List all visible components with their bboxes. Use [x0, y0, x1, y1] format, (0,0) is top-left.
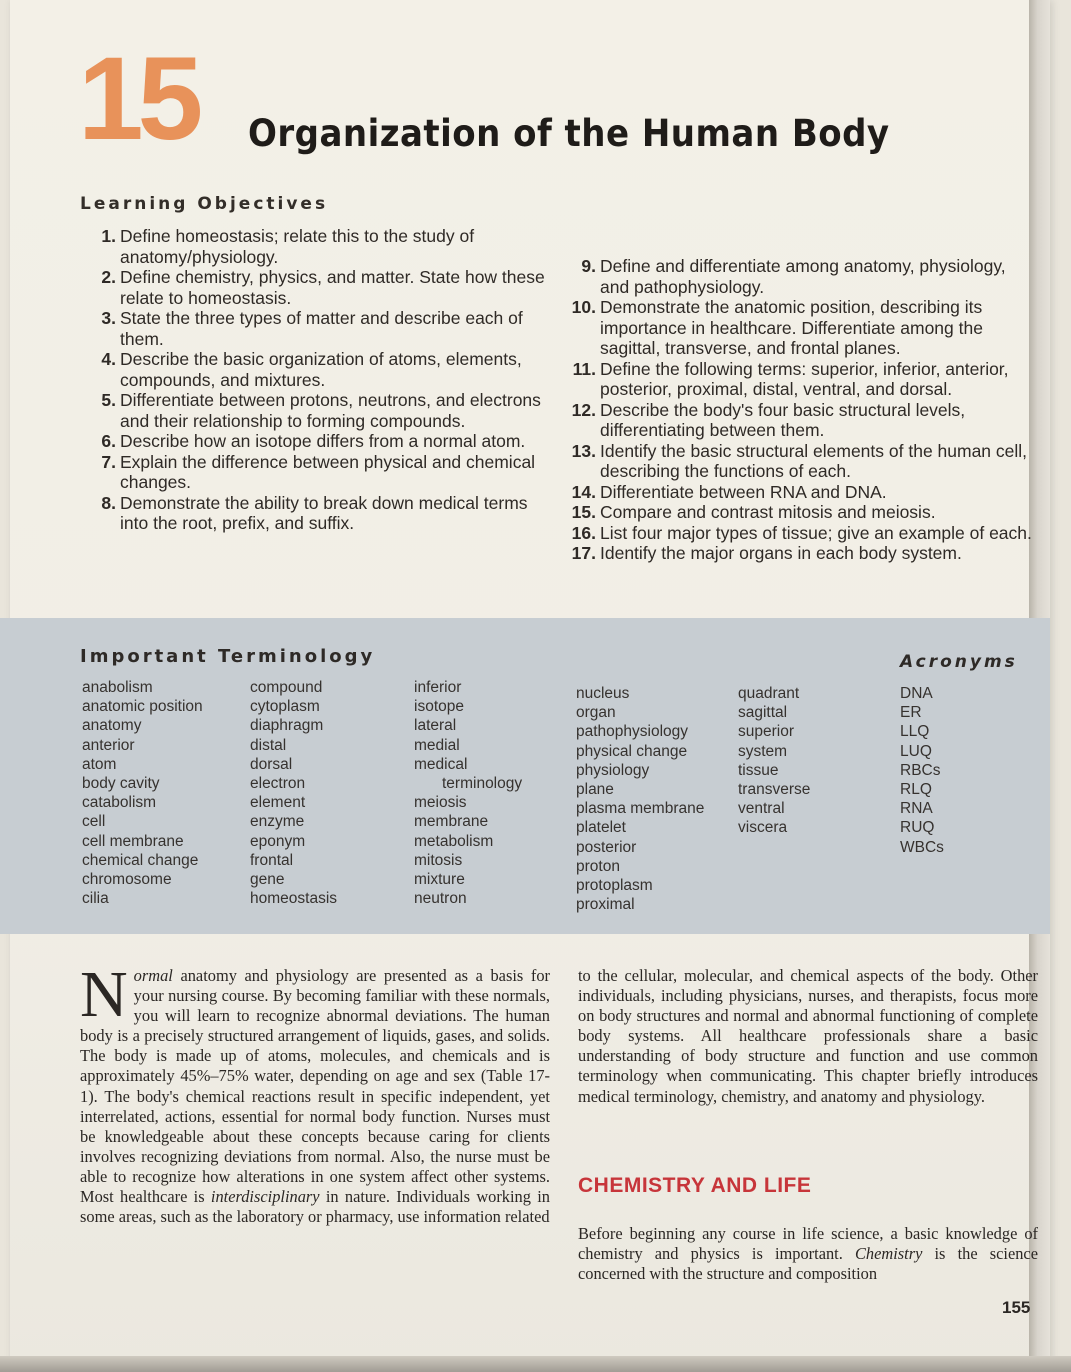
- objective-item: [566, 523, 1038, 544]
- objective-number: 2.: [101, 267, 116, 287]
- objective-text: Identify the major organs in each body system.: [600, 543, 962, 563]
- section-heading: CHEMISTRY AND LIFE: [578, 1174, 812, 1197]
- objective-text: Explain the difference between physical and chemical changes.: [120, 451, 536, 492]
- objective-number: 3.: [101, 308, 116, 328]
- term-item: anterior: [82, 736, 135, 754]
- objective-number: 8.: [101, 492, 116, 513]
- objective-number: 9.: [581, 256, 596, 276]
- objective-item: [566, 256, 1038, 297]
- acronym-item: DNA: [900, 685, 933, 702]
- objective-item: [86, 390, 556, 431]
- section-paragraph: [578, 1224, 1038, 1284]
- term-item: compound: [250, 679, 323, 696]
- term-item: protoplasm: [576, 877, 653, 895]
- drop-cap: N: [80, 958, 128, 1031]
- objective-item: [566, 502, 1038, 523]
- learning-objectives-left: [86, 226, 556, 534]
- term-item: neutron: [414, 890, 467, 908]
- acronym-item: RNA: [900, 800, 933, 818]
- term-item: quadrant: [738, 685, 800, 702]
- term-item: platelet: [576, 819, 626, 837]
- term-item: membrane: [414, 813, 489, 831]
- term-item: electron: [250, 775, 306, 793]
- intro-text: anatomy and physiology are presented as a basis for your nursing course. By becoming familiar with these normals, you will learn to recognize abnormal deviations. The human body is a precisely structured arrangement of liquids, gases, and solids. The body is made up of atoms, molecules, and chemicals and is approximately 45%–75% water, depending on age and sex (Table 17-1). The body's chemical reactions result in specific independent, yet interrelated, actions, essential for normal body function. Nurses must be knowledgeable about these concepts because caring for clients involves recognizing deviations from normal. Also, the nurse must be able to recognize how alterations in one system affect other systems. Most healthcare is: [80, 966, 550, 1207]
- objective-text: Describe how an isotope differs from a normal atom.: [120, 431, 526, 451]
- objective-number: 14.: [571, 481, 596, 502]
- term-item: isotope: [414, 698, 464, 716]
- term-item: chemical change: [82, 851, 199, 869]
- section-text-end: is the science concerned with the structure and composition: [578, 1244, 1038, 1284]
- objective-text: Differentiate between protons, neutrons, and electrons and their relationship to forming compounds.: [120, 390, 541, 431]
- term-item: anabolism: [82, 679, 153, 696]
- term-item: enzyme: [250, 813, 305, 831]
- acronyms-heading: Acronyms: [900, 652, 1018, 672]
- term-item: system: [738, 742, 788, 760]
- objective-text: Define and differentiate among anatomy, physiology, and pathophysiology.: [600, 256, 1006, 297]
- objective-number: 5.: [101, 390, 116, 410]
- term-item: cytoplasm: [250, 698, 320, 716]
- objective-text: Define chemistry, physics, and matter. State how these relate to homeostasis.: [120, 267, 545, 308]
- term-item: distal: [250, 736, 287, 754]
- term-item: viscera: [738, 819, 788, 837]
- objective-item: [86, 452, 556, 493]
- acronym-item: ER: [900, 704, 922, 722]
- term-item: physiology: [576, 761, 650, 779]
- objective-number: 15.: [571, 502, 596, 522]
- term-item: homeostasis: [250, 890, 338, 908]
- term-item: medical: [414, 755, 468, 773]
- objective-text: Describe the basic organization of atoms, elements, compounds, and mixtures.: [120, 349, 522, 390]
- term-item: lateral: [414, 717, 457, 735]
- term-item: body cavity: [82, 775, 160, 793]
- objective-item: [86, 493, 556, 534]
- objective-text: List four major types of tissue; give an example of each.: [600, 522, 1032, 543]
- objective-item: [86, 267, 556, 308]
- term-item: transverse: [738, 781, 811, 799]
- term-item: cell: [82, 813, 106, 831]
- acronyms-column: [900, 684, 944, 857]
- term-item: eponym: [250, 832, 306, 850]
- page-number: 155: [1002, 1298, 1031, 1317]
- objective-item: [566, 400, 1038, 441]
- objective-number: 7.: [101, 451, 116, 472]
- objective-text: Differentiate between RNA and DNA.: [600, 481, 887, 502]
- objective-item: [86, 308, 556, 349]
- section-italic-term: Chemistry: [854, 1244, 923, 1264]
- term-item: medial: [414, 736, 460, 754]
- objective-number: 6.: [101, 431, 116, 451]
- term-item: catabolism: [82, 794, 157, 812]
- term-item: organ: [576, 704, 616, 722]
- objective-item: [86, 349, 556, 390]
- objective-text: Compare and contrast mitosis and meiosis.: [600, 502, 936, 522]
- terminology-column-3: [414, 678, 522, 908]
- objective-number: 17.: [571, 543, 596, 563]
- intro-lead-word: ormal: [133, 966, 173, 985]
- term-item: meiosis: [414, 794, 467, 812]
- term-item: frontal: [250, 851, 294, 869]
- term-item: cell membrane: [82, 832, 184, 850]
- term-item: element: [250, 794, 306, 812]
- objective-number: 16.: [571, 522, 596, 543]
- objective-number: 13.: [571, 440, 596, 461]
- acronym-item: LLQ: [900, 723, 930, 741]
- objective-number: 10.: [571, 297, 596, 317]
- terminology-column-4: [576, 684, 704, 914]
- objective-text: Identify the basic structural elements of the human cell, describing the functions of each.: [600, 440, 1028, 481]
- term-item: sagittal: [738, 704, 788, 722]
- term-item: anatomic position: [82, 698, 203, 716]
- objective-text: Describe the body's four basic structural levels, differentiating between them.: [600, 399, 966, 440]
- objective-number: 11.: [572, 358, 596, 379]
- term-item: nucleus: [576, 685, 630, 702]
- term-item: superior: [738, 723, 794, 741]
- objective-item: [566, 441, 1038, 482]
- terminology-column-5: [738, 684, 810, 838]
- term-item: diaphragm: [250, 717, 324, 735]
- term-item: proton: [576, 857, 620, 875]
- terminology-heading: Important Terminology: [80, 646, 376, 667]
- term-item: mixture: [414, 871, 465, 889]
- acronym-item: RLQ: [900, 781, 932, 799]
- objective-number: 12.: [571, 399, 596, 420]
- objective-item: [86, 431, 556, 452]
- objective-text: State the three types of matter and describe each of them.: [120, 308, 523, 349]
- objective-item: [566, 297, 1038, 359]
- terminology-column-1: [82, 678, 203, 908]
- term-item: atom: [82, 755, 117, 773]
- acronym-item: WBCs: [900, 838, 944, 856]
- intro-paragraph-left: [80, 958, 550, 1227]
- objective-text: Define homeostasis; relate this to the study of anatomy/physiology.: [120, 226, 475, 267]
- objective-text: Demonstrate the anatomic position, describing its importance in healthcare. Differentiate among the sagittal, transverse, and frontal planes.: [600, 297, 983, 358]
- objective-item: [86, 226, 556, 267]
- term-item: proximal: [576, 896, 635, 914]
- intro-italic-term: interdisciplinary: [210, 1187, 320, 1207]
- objective-item: [566, 482, 1038, 503]
- term-item: cilia: [82, 890, 109, 908]
- objective-number: 4.: [101, 349, 116, 369]
- term-item: chromosome: [82, 871, 172, 889]
- term-item: terminology: [442, 775, 523, 793]
- term-item: ventral: [738, 800, 785, 818]
- learning-objectives-heading: Learning Objectives: [80, 194, 329, 214]
- page-bottom-edge: [0, 1356, 1071, 1372]
- acronym-item: RUQ: [900, 819, 935, 837]
- term-item: anatomy: [82, 717, 142, 735]
- section-text: Before beginning any course in life science, a basic knowledge of chemistry and physics is important.: [578, 1224, 1038, 1264]
- objective-item: [566, 543, 1038, 564]
- term-item: plane: [576, 781, 614, 799]
- acronym-item: RBCs: [900, 761, 941, 779]
- intro-text-end: in nature. Individuals working in some areas, such as the laboratory or pharmacy, use information related: [80, 1187, 550, 1227]
- term-item: metabolism: [414, 832, 494, 850]
- acronym-item: LUQ: [900, 742, 932, 760]
- term-item: pathophysiology: [576, 723, 689, 741]
- term-item: dorsal: [250, 755, 293, 773]
- term-item: inferior: [414, 679, 462, 696]
- objective-text: Demonstrate the ability to break down medical terms into the root, prefix, and suffix.: [120, 492, 528, 533]
- term-item: tissue: [738, 761, 779, 779]
- term-item: gene: [250, 871, 285, 889]
- chapter-title: Organization of the Human Body: [248, 112, 890, 155]
- term-item: physical change: [576, 742, 688, 760]
- objective-number: 1.: [101, 226, 116, 246]
- learning-objectives-right: [566, 256, 1038, 564]
- chapter-number: 15: [78, 33, 198, 165]
- term-item: posterior: [576, 838, 637, 856]
- terminology-column-2: [250, 678, 337, 908]
- intro-paragraph-right: to the cellular, molecular, and chemical aspects of the body. Other individuals, including physicians, nurses, and therapists, focus more on body structures and normal and abnormal functioning of complete body systems. All healthcare professionals share a basic understanding of body structure and function and use common terminology when communicating. This chapter briefly introduces medical terminology, chemistry, and anatomy and physiology.: [578, 966, 1038, 1106]
- objective-text: Define the following terms: superior, inferior, anterior, posterior, proximal, distal, ventral, and dorsal.: [600, 358, 1009, 399]
- term-item: plasma membrane: [576, 800, 705, 818]
- objective-item: [566, 359, 1038, 400]
- term-item: mitosis: [414, 851, 463, 869]
